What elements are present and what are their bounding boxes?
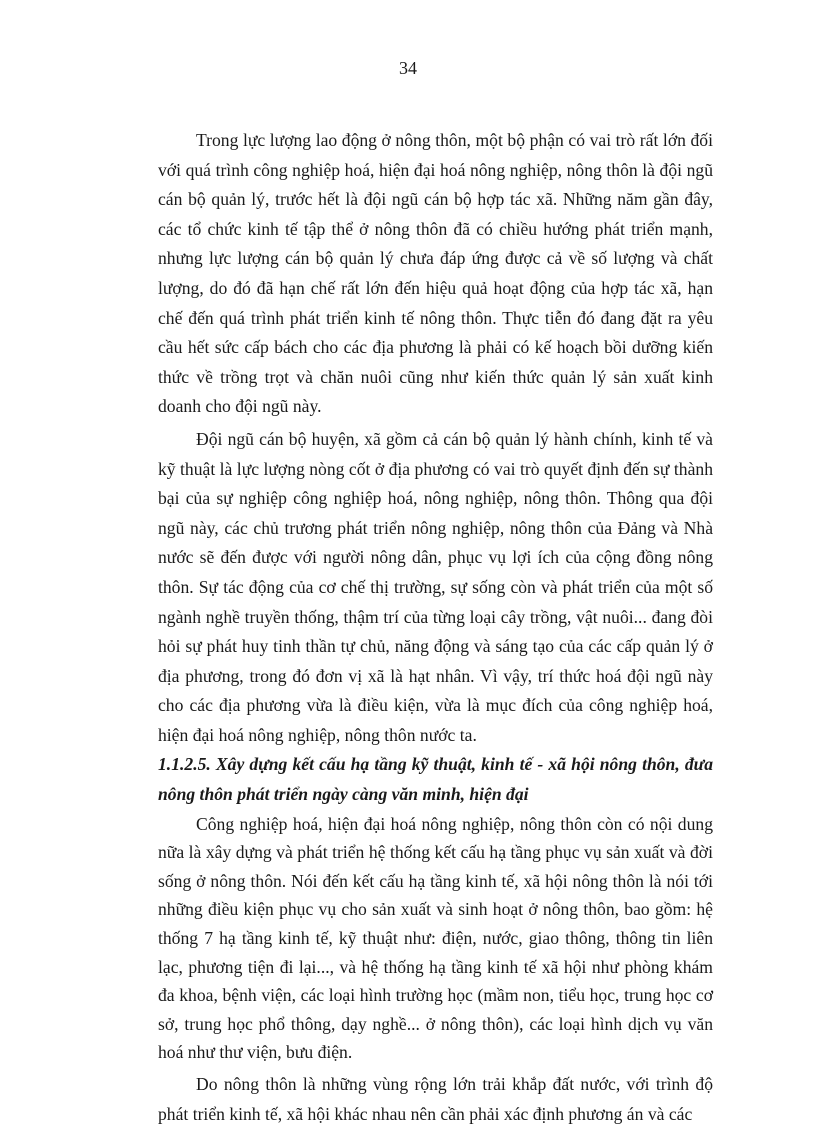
page-number: 34 <box>399 58 417 78</box>
document-body <box>158 126 713 1129</box>
paragraph-district-commune-cadres: Đội ngũ cán bộ huyện, xã gồm cả cán bộ quản lý hành chính, kinh tế và kỹ thuật là lực lượng nòng cốt ở địa phương có vai trò quyết định đến sự thành bại của sự nghiệp công nghiệp hoá, nông nghiệp, nông thôn. Thông qua đội ngũ này, các chủ trương phát triển nông nghiệp, nông thôn của Đảng và Nhà nước sẽ đến được với người nông dân, phục vụ lợi ích của cộng đồng nông thôn. Sự tác động của cơ chế thị trường, sự sống còn và phát triển của một số ngành nghề truyền thống, thậm trí của từng loại cây trồng, vật nuôi... đang đòi hỏi sự phát huy tinh thần tự chủ, năng động và sáng tạo của các cấp quản lý ở địa phương, trong đó đơn vị xã là hạt nhân. Vì vậy, trí thức hoá đội ngũ này cho các địa phương vừa là điều kiện, vừa là mục đích của công nghiệp hoá, hiện đại hoá nông nghiệp, nông thôn nước ta. <box>158 428 713 745</box>
paragraph-infrastructure: Công nghiệp hoá, hiện đại hoá nông nghiệp, nông thôn còn có nội dung nữa là xây dựng và phát triển hệ thống kết cấu hạ tầng phục vụ sản xuất và đời sống ở nông thôn. Nói đến kết cấu hạ tầng kinh tế, xã hội nông thôn là nói tới những điều kiện phục vụ cho sản xuất và sinh hoạt ở nông thôn, bao gồm: hệ thống 7 hạ tầng kinh tế, kỹ thuật như: điện, nước, giao thông, thông tin liên lạc, phương tiện đi lại..., và hệ thống hạ tầng kinh tế xã hội như phòng khám đa khoa, bệnh viện, các loại hình trường học (mầm non, tiểu học, trung học cơ sở, trung học phổ thông, dạy nghề... ở nông thôn), các loại hình dịch vụ văn hoá như thư viện, bưu điện. <box>158 813 713 1063</box>
paragraph-cadre-management: Trong lực lượng lao động ở nông thôn, một bộ phận có vai trò rất lớn đối với quá trình công nghiệp hoá, hiện đại hoá nông nghiệp, nông thôn là đội ngũ cán bộ quản lý, trước hết là đội ngũ cán bộ hợp tác xã. Những năm gần đây, các tổ chức kinh tế tập thể ở nông thôn đã có chiều hướng phát triển mạnh, nhưng lực lượng cán bộ quản lý chưa đáp ứng được cả về số lượng và chất lượng, do đó đã hạn chế rất lớn đến hiệu quả hoạt động của hợp tác xã, hạn chế đến quá trình phát triển kinh tế nông thôn. Thực tiễn đó đang đặt ra yêu cầu hết sức cấp bách cho các địa phương là phải có kế hoạch bồi dưỡng kiến thức về trồng trọt và chăn nuôi cũng như kiến thức quản lý sản xuất kinh doanh cho đội ngũ này. <box>158 130 713 417</box>
paragraph-rural-regions: Do nông thôn là những vùng rộng lớn trải khắp đất nước, với trình độ phát triển kinh tế, xã hội khác nhau nên cần phải xác định phương án và các <box>158 1074 713 1124</box>
section-heading-1-1-2-5: 1.1.2.5. Xây dựng kết cấu hạ tầng kỹ thuật, kinh tế - xã hội nông thôn, đưa nông thôn phát triển ngày càng văn minh, hiện đại <box>158 754 713 805</box>
